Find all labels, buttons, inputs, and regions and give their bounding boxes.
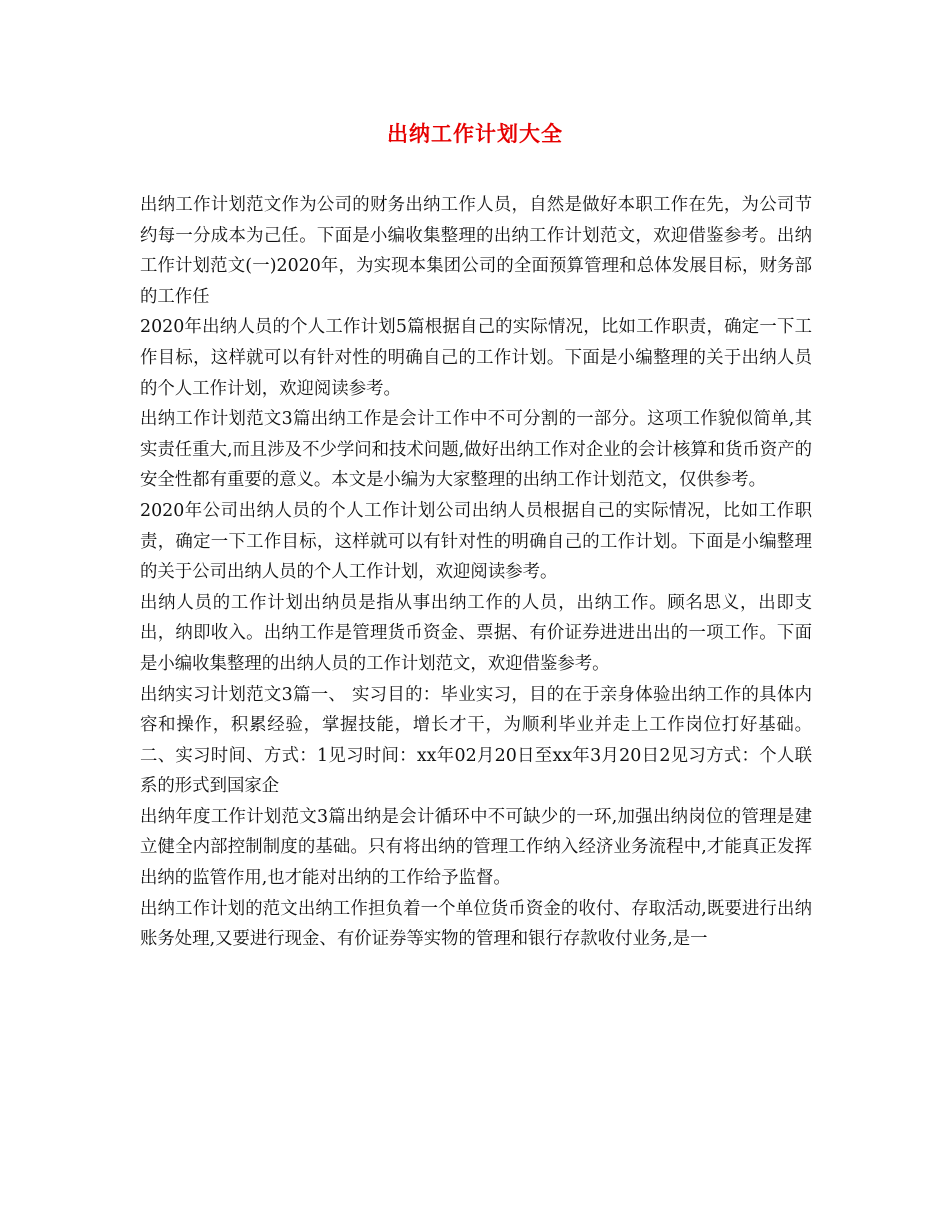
paragraph: 2020年出纳人员的个人工作计划5篇根据自己的实际情况，比如工作职责，确定一下工作目标，这样就可以有针对性的明确自己的工作计划。下面是小编整理的关于出纳人员的个人工作计划，欢迎阅读参考。 [140,317,812,399]
paragraph: 出纳人员的工作计划出纳员是指从事出纳工作的人员，出纳工作。顾名思义，出即支出，纳即收入。出纳工作是管理货币资金、票据、有价证券进进出出的一项工作。下面是小编收集整理的出纳人员的工作计划范文，欢迎借鉴参考。 [140,592,812,674]
paragraph: 出纳工作计划范文3篇出纳工作是会计工作中不可分割的一部分。这项工作貌似简单,其实责任重大,而且涉及不少学问和技术问题,做好出纳工作对企业的会计核算和货币资产的安全性都有重要的意义。本文是小编为大家整理的出纳工作计划范文，仅供参考。 [140,409,812,491]
paragraph: 出纳工作计划的范文出纳工作担负着一个单位货币资金的收付、存取活动,既要进行出纳账务处理,又要进行现金、有价证券等实物的管理和银行存款收付业务,是一 [140,898,812,950]
document-title: 出纳工作计划大全 [387,122,563,146]
paragraph: 出纳实习计划范文3篇一、 实习目的：毕业实习，目的在于亲身体验出纳工作的具体内容和操作，积累经验，掌握技能，增长才干，为顺利毕业并走上工作岗位打好基础。二、实习时间、方式：1见习时间：xx年02月20日至xx年3月20日2见习方式：个人联系的形式到国家企 [140,684,812,797]
document-body [140,190,812,955]
paragraph: 出纳工作计划范文作为公司的财务出纳工作人员，自然是做好本职工作在先，为公司节约每一分成本为己任。下面是小编收集整理的出纳工作计划范文，欢迎借鉴参考。出纳工作计划范文(一)2020年，为实现本集团公司的全面预算管理和总体发展目标，财务部的工作任 [140,195,812,307]
paragraph: 出纳年度工作计划范文3篇出纳是会计循环中不可缺少的一环,加强出纳岗位的管理是建立健全内部控制制度的基础。只有将出纳的管理工作纳入经济业务流程中,才能真正发挥出纳的监管作用,也才能对出纳的工作给予监督。 [140,806,812,889]
paragraph: 2020年公司出纳人员的个人工作计划公司出纳人员根据自己的实际情况，比如工作职责，确定一下工作目标，这样就可以有针对性的明确自己的工作计划。下面是小编整理的关于公司出纳人员的个人工作计划，欢迎阅读参考。 [140,500,812,583]
